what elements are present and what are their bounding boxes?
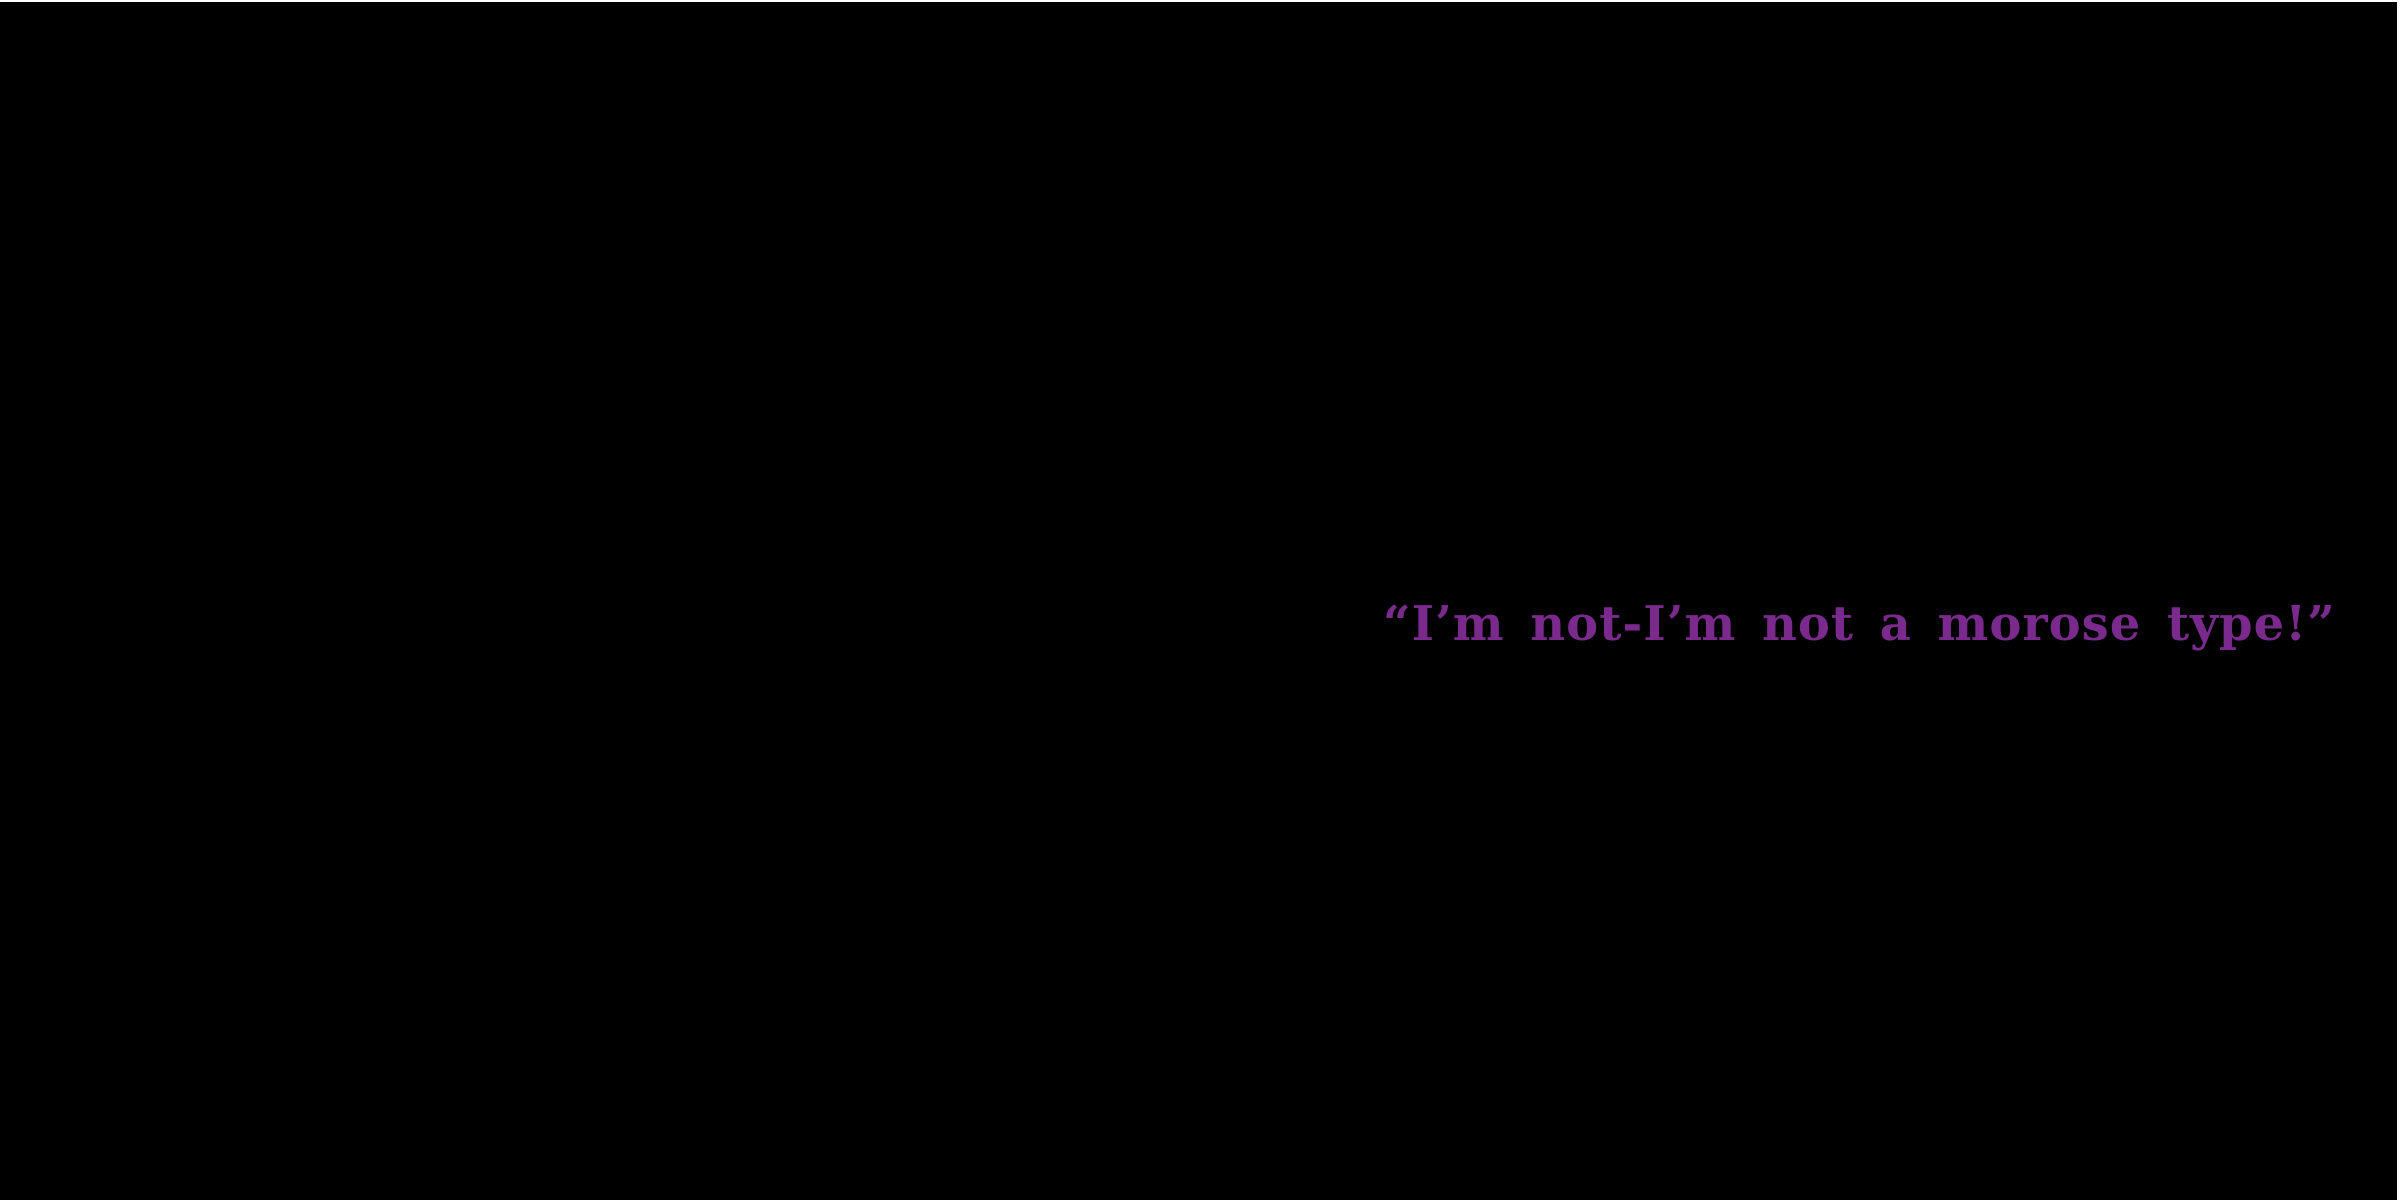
top-border — [0, 0, 2400, 2]
quote-caption: “I’m not-I’m not a morose type!” — [1383, 596, 2336, 652]
